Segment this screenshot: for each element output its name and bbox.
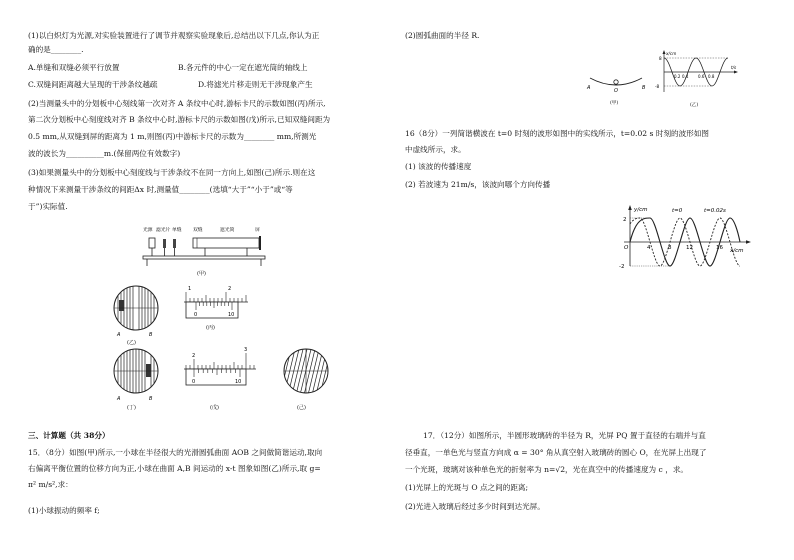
light-source bbox=[149, 238, 155, 248]
q14-part1-blank: 确的是________. bbox=[28, 45, 84, 54]
crosshair-marker bbox=[119, 300, 124, 311]
main-scale-2: 2 bbox=[228, 286, 232, 292]
crosshair-marker bbox=[146, 364, 151, 377]
filter bbox=[163, 239, 166, 248]
option-d: D.将滤光片移走则无干涉现象产生 bbox=[198, 80, 313, 89]
q17-line2: 径垂直，一单色光与竖直方向成 α = 30° 角从真空射入玻璃砖的圆心 O，在光屏上出现了 bbox=[405, 448, 707, 457]
tick-x12: 12 bbox=[686, 245, 693, 251]
q16-line1: 16（8分）一列简谐横波在 t=0 时刻的波形如图中的实线所示，t=0.02 s 时刻的波形如图 bbox=[405, 129, 710, 138]
vernier-scale-bing bbox=[180, 284, 254, 344]
label-t002: t=0.02s bbox=[704, 208, 726, 214]
caption-jia: (甲) bbox=[197, 271, 206, 277]
tick-0-2: 0.2 bbox=[674, 74, 681, 79]
wave-graph bbox=[614, 202, 754, 272]
q16-line2: 中虚线所示，求。 bbox=[405, 145, 466, 154]
q17-sub1: (1)光屏上的光斑与 O 点之间的距离; bbox=[405, 483, 529, 492]
tick-0-8: 0.8 bbox=[708, 74, 715, 79]
arc-surface-figure bbox=[584, 58, 654, 108]
caption-bing: (丙) bbox=[206, 325, 215, 331]
tick-minus-2: -2 bbox=[619, 264, 625, 270]
q14-part2-line2: 第二次分划板中心刻度线对齐 B 条纹中心时,游标卡尺的示数如图(戊)所示,已知双缝间距为 bbox=[28, 115, 331, 124]
q17-line1: 17．（12分）如图所示，半圆形玻璃砖的半径为 R，光屏 PQ 置于直径的右端并与直 bbox=[423, 431, 706, 440]
option-a: A.单缝和双缝必须平行放置 bbox=[28, 63, 120, 72]
fringe-view-yi bbox=[112, 284, 164, 346]
q15-sub2: (2)圆弧曲面的半径 R. bbox=[405, 31, 480, 40]
label-light-source: 光源 bbox=[143, 228, 153, 233]
tick-0-4: 0.4 bbox=[682, 74, 689, 79]
optical-bench bbox=[143, 256, 265, 259]
fringe-view-ji bbox=[282, 345, 334, 413]
origin: O bbox=[624, 245, 629, 251]
label-a: A bbox=[117, 332, 121, 338]
ball bbox=[614, 80, 618, 84]
caption-wu: (戊) bbox=[210, 405, 219, 411]
label-filter: 滤光片 bbox=[156, 228, 171, 233]
label-light-tube: 遮光筒 bbox=[220, 228, 235, 233]
main-scale-1: 1 bbox=[188, 286, 192, 292]
tick-x16: 16 bbox=[716, 245, 723, 251]
caption-ding: (丁) bbox=[127, 405, 136, 411]
axis-label-y: y/cm bbox=[634, 207, 648, 213]
tick-minus-8: -8 bbox=[655, 84, 660, 89]
x-t-graph bbox=[652, 48, 742, 110]
tick-0-6: 0.6 bbox=[698, 74, 705, 79]
tick-x4: 4 bbox=[647, 245, 651, 251]
vernier-0: 0 bbox=[194, 312, 198, 318]
point-a: A bbox=[587, 85, 591, 91]
caption-yi: (乙) bbox=[127, 340, 136, 346]
q15-line1: 15．（8分）如图(甲)所示,一小球在半径很大的光滑圆弧曲面 AOB 之间做简谐运动,取向 bbox=[28, 448, 323, 457]
label-b: B bbox=[149, 332, 153, 338]
axis-label-x: x/cm bbox=[666, 51, 677, 56]
main-scale-3: 3 bbox=[244, 347, 248, 353]
option-b: B.各元件的中心一定在遮光筒的轴线上 bbox=[178, 63, 308, 72]
interference-apparatus-figure bbox=[135, 222, 275, 280]
vernier-10: 10 bbox=[228, 312, 235, 318]
axis-label-x: x/cm bbox=[730, 248, 744, 254]
vernier-10: 10 bbox=[235, 379, 242, 385]
q17-sub2: (2)光进入玻璃后经过多少时间到达光屏。 bbox=[405, 502, 545, 511]
q15-sub1: (1)小球振动的频率 f; bbox=[28, 506, 100, 515]
tick-2: 2 bbox=[623, 217, 627, 223]
label-a: A bbox=[117, 396, 121, 402]
q14-part3-line1: (3)如果测量头中的分划板中心刻度线与干涉条纹不在同一方向上,如图(己)所示.则在这 bbox=[28, 168, 316, 177]
light-tube bbox=[193, 238, 259, 248]
point-o: O bbox=[614, 88, 618, 94]
label-double-slit: 双缝 bbox=[193, 228, 203, 233]
tick-8: 8 bbox=[659, 56, 662, 61]
single-slit bbox=[173, 239, 176, 248]
caption-jia: (甲) bbox=[610, 101, 619, 106]
q15-line2: 右偏离平衡位置的位移方向为正,小球在曲面 A,B 间运动的 x-t 图象如图(乙)所示,取 g= bbox=[28, 464, 321, 473]
caption-ji: (己) bbox=[297, 405, 306, 411]
q16-sub1: (1) 该波的传播速度 bbox=[405, 162, 472, 171]
label-screen: 屏 bbox=[255, 228, 260, 233]
main-scale-2: 2 bbox=[192, 353, 196, 359]
point-b: B bbox=[642, 85, 646, 91]
vernier-scale-wu bbox=[180, 345, 260, 413]
fringe-view-ding bbox=[112, 345, 164, 413]
axis-label-t: t/s bbox=[731, 65, 737, 70]
q14-part3-line2: 种情况下来测量干涉条纹的间距Δx 时,测量值________(选填“大于”“小于”或“等 bbox=[28, 185, 293, 194]
option-c: C.双缝间距离越大呈现的干涉条纹越疏 bbox=[28, 80, 158, 89]
q14-part2-line3: 0.5 mm,从双缝到屏的距离为 1 m,则图(丙)中游标卡尺的示数为________ mm,所测光 bbox=[28, 132, 317, 141]
section-heading: 三、计算题（共 38分） bbox=[28, 431, 110, 440]
q17-line3: 一个光斑，玻璃对该种单色光的折射率为 n=√2，光在真空中的传播速度为 c ，求。 bbox=[405, 465, 689, 474]
q14-part2-line4: 波的波长为__________m.(保留两位有效数字) bbox=[28, 149, 181, 158]
label-single-slit: 单缝 bbox=[172, 228, 182, 233]
tick-x8: 8 bbox=[668, 245, 672, 251]
label-b: B bbox=[149, 396, 153, 402]
q15-line3: π² m/s²,求： bbox=[28, 480, 73, 489]
q14-part2-line1: (2)当测量头中的分划板中心刻线第一次对齐 A 条纹中心时,游标卡尺的示数如图(丙)所示, bbox=[28, 99, 326, 108]
q16-sub2: (2) 若波速为 21m/s，该波向哪个方向传播 bbox=[405, 180, 551, 189]
q14-part1: (1)以白炽灯为光源,对实验装置进行了调节并观察实验现象后,总结出以下几点,你认为正 bbox=[28, 31, 320, 40]
screen bbox=[259, 236, 261, 250]
caption-yi: (乙) bbox=[690, 103, 699, 108]
vernier-0: 0 bbox=[192, 379, 196, 385]
label-t0: t=0 bbox=[672, 208, 683, 214]
q14-part3-line3: 于”)实际值. bbox=[28, 202, 68, 211]
